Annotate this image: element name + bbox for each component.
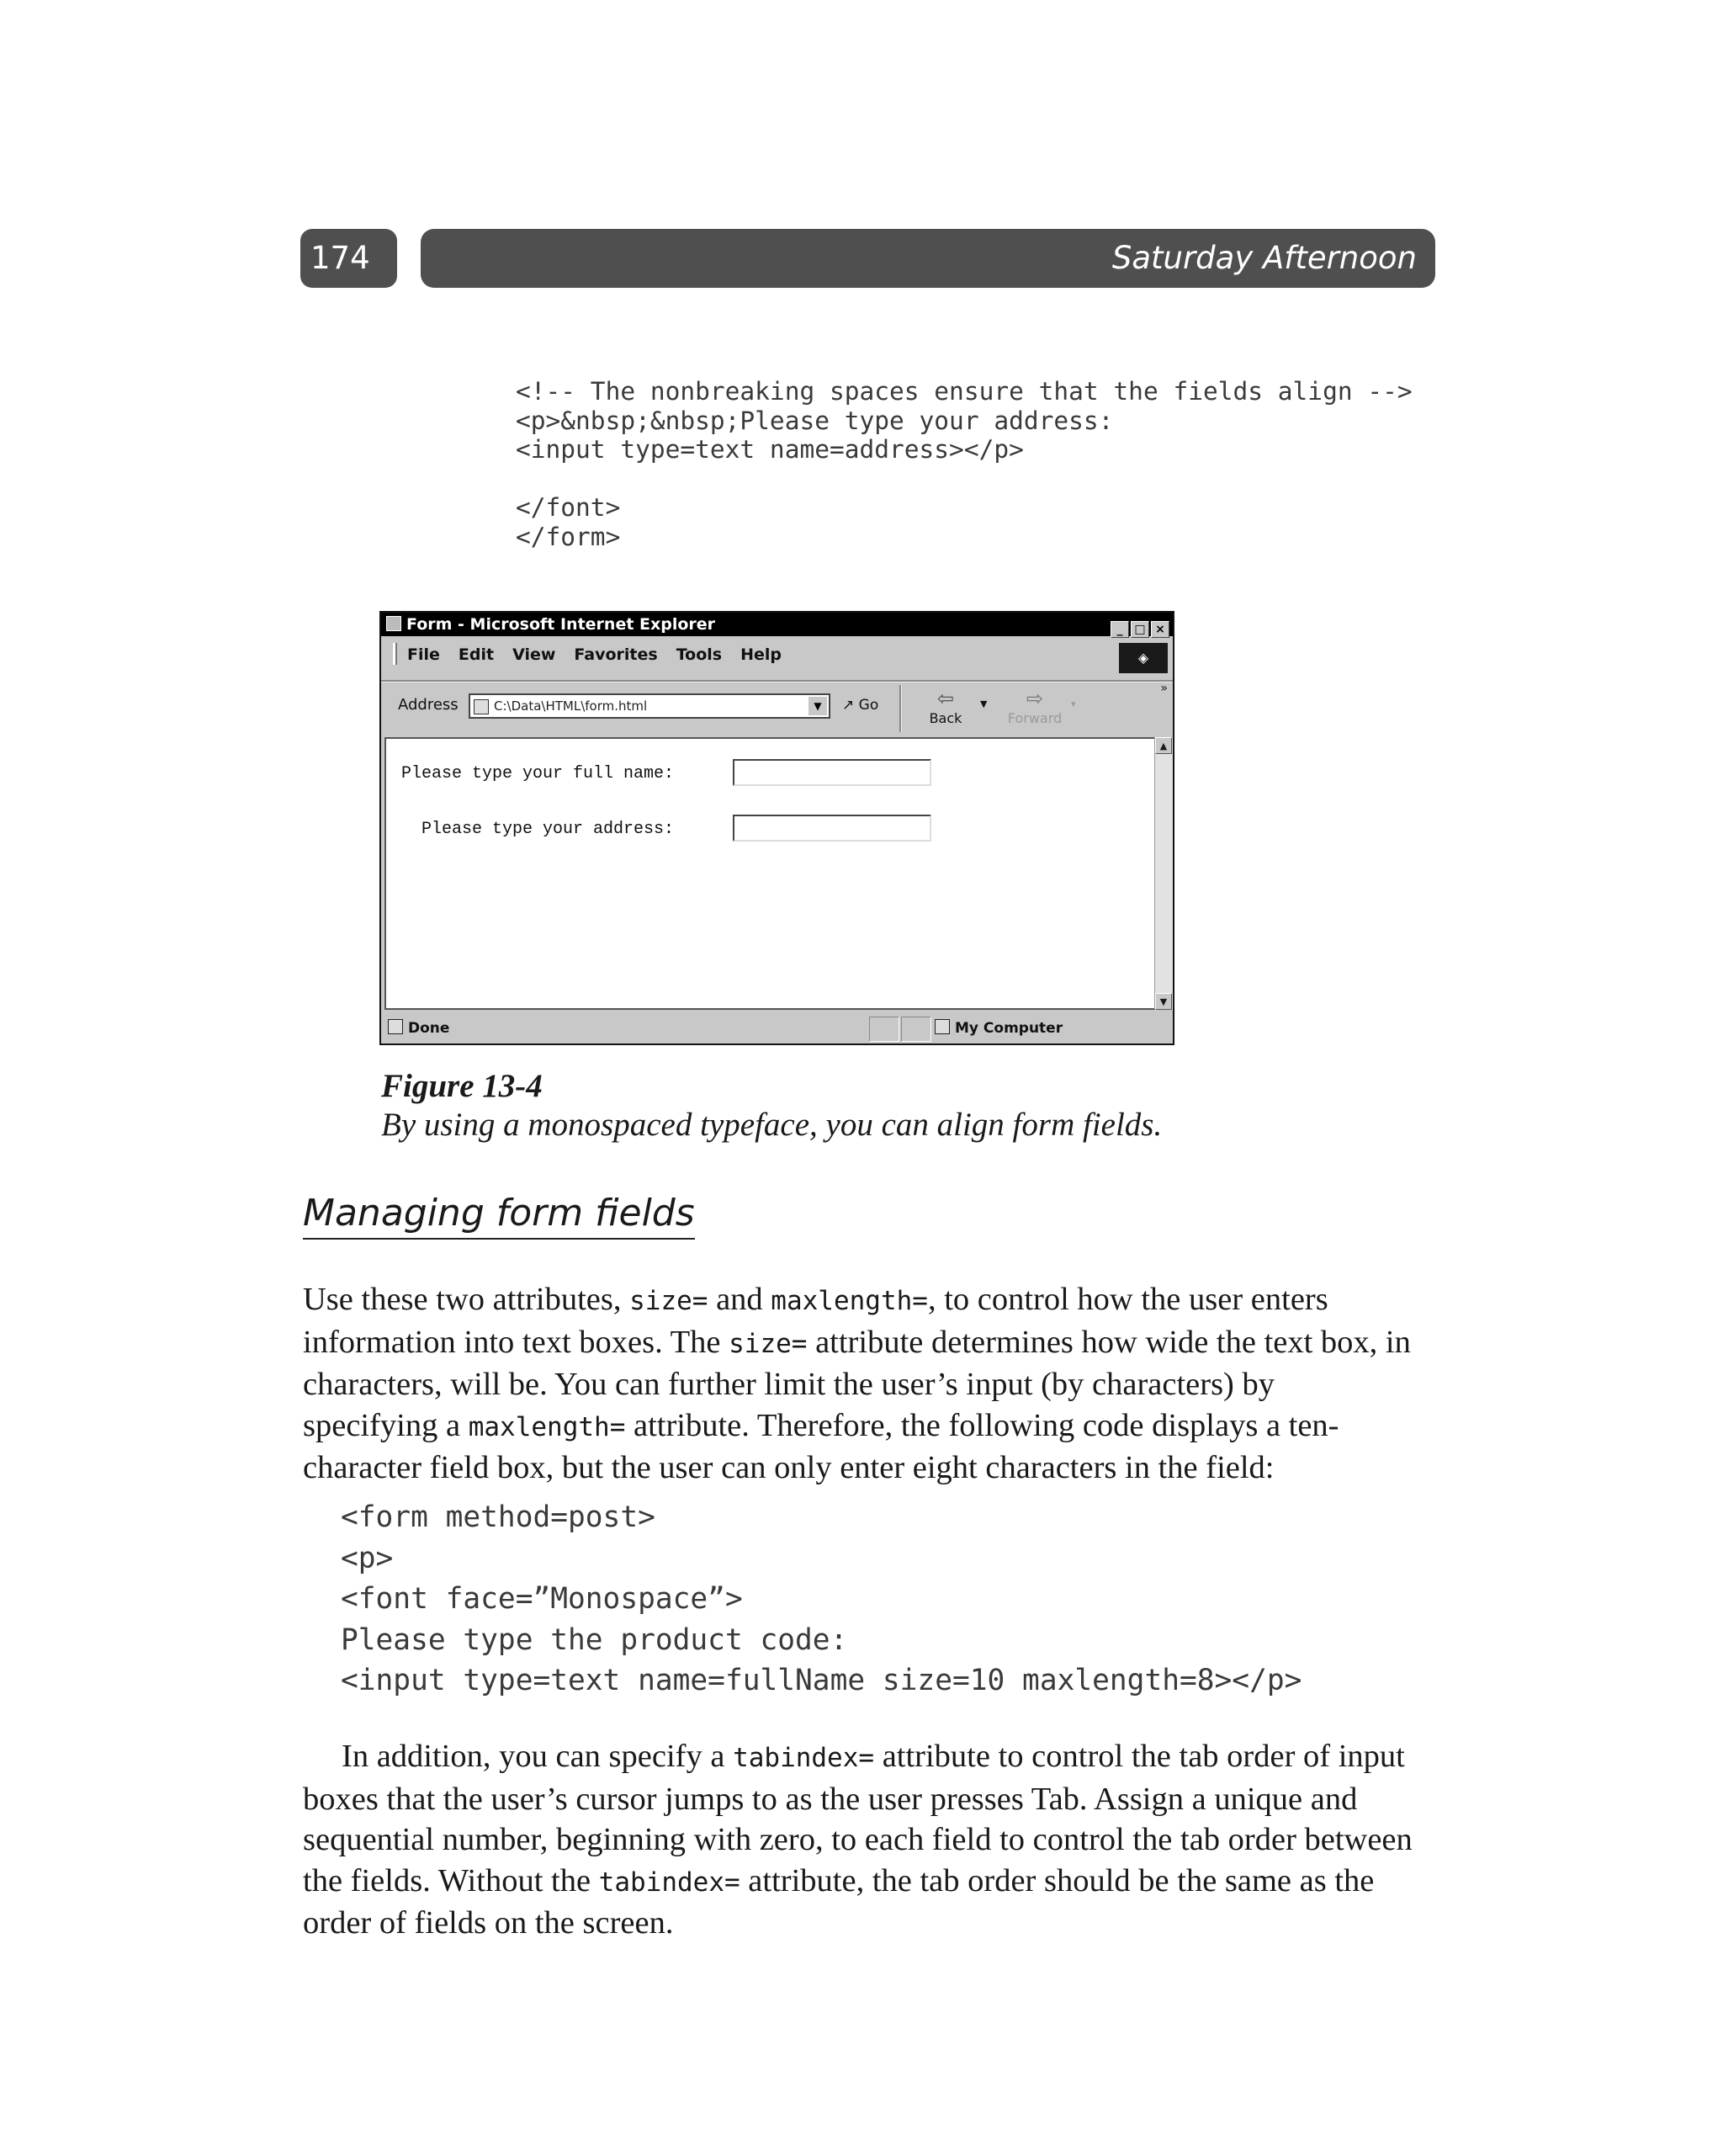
running-header: Saturday Afternoon <box>421 229 1435 288</box>
close-icon[interactable]: × <box>1151 621 1169 638</box>
page-icon <box>474 699 489 714</box>
more-chevron-icon[interactable]: » <box>1160 682 1168 695</box>
windows-logo-icon: ◈ <box>1119 643 1168 673</box>
vertical-scrollbar[interactable] <box>1154 737 1173 1010</box>
back-dropdown-icon[interactable]: ▼ <box>980 698 988 709</box>
status-zone <box>935 1019 1063 1037</box>
paragraph-1 <box>303 1279 1413 1489</box>
menu-help[interactable]: Help <box>740 645 782 664</box>
forward-label: Forward <box>1007 710 1063 726</box>
address-input[interactable] <box>469 693 830 719</box>
ie-status-icon <box>388 1019 403 1034</box>
toolbar-grip <box>393 643 397 665</box>
scroll-up-icon[interactable]: ▲ <box>1155 737 1172 754</box>
section-heading: Managing form fields <box>303 1192 695 1240</box>
zone-label: My Computer <box>955 1020 1063 1037</box>
scroll-down-icon[interactable]: ▼ <box>1155 993 1172 1010</box>
browser-screenshot <box>379 611 1174 1045</box>
status-text <box>388 1019 449 1037</box>
address-value: C:\Data\HTML\form.html <box>494 698 648 714</box>
status-panel <box>869 1017 899 1042</box>
para2-text-2: attribute to control the tab order of input boxes that the user’s cursor jumps to as the user presses Tab. Assign a unique and sequential number, beginning with zero, to each field to control the tab order between the fields. Without the <box>303 1739 1413 1898</box>
code-block-1: <!-- The nonbreaking spaces ensure that the fields align --> <p>&nbsp;&nbsp;Please type your address: <input type=text name=address></p> </font> </form> <box>516 377 1413 551</box>
ie-page-icon <box>386 616 401 631</box>
menu-favorites[interactable]: Favorites <box>574 645 658 664</box>
address-field[interactable] <box>733 815 931 842</box>
form-label-full-name: Please type your full name: <box>401 764 675 783</box>
back-arrow-icon: ⇦ <box>936 687 955 710</box>
forward-dropdown-icon[interactable]: ▾ <box>1071 698 1076 709</box>
full-name-field[interactable] <box>733 759 931 786</box>
maximize-icon[interactable]: □ <box>1131 621 1149 638</box>
inline-code: maxlength= <box>771 1286 928 1316</box>
go-arrow-icon: ↗ <box>842 697 855 714</box>
page-content <box>384 737 1154 1010</box>
para1-text-1: Use these two attributes, <box>303 1282 630 1317</box>
para1-text-5: attribute. Therefore, the following code displays a ten-character field box, but the user can only enter eight characters in the field: <box>303 1407 1339 1486</box>
forward-button[interactable] <box>1005 687 1076 726</box>
back-label: Back <box>929 710 962 726</box>
menu-file[interactable]: File <box>407 645 440 664</box>
para1-text-2: and <box>708 1282 771 1317</box>
address-label: Address <box>398 696 459 714</box>
inline-code: size= <box>629 1286 708 1316</box>
address-dropdown-icon[interactable]: ▼ <box>808 697 827 715</box>
status-done: Done <box>408 1020 450 1037</box>
form-label-address: Please type your address: <box>401 820 675 839</box>
menu-bar <box>393 643 800 665</box>
go-button[interactable] <box>842 697 878 714</box>
code-block-2: <form method=post> <p> <font face=”Monospace”> Please type the product code: <input type=text name=fullName size=10 maxlength=8></p> <box>341 1500 1302 1698</box>
toolbar-divider <box>381 680 1173 682</box>
paragraph-2 <box>303 1736 1413 1944</box>
inline-code: maxlength= <box>468 1411 626 1442</box>
computer-icon <box>935 1019 950 1034</box>
menu-edit[interactable]: Edit <box>458 645 495 664</box>
go-label: Go <box>858 697 879 714</box>
menu-view[interactable]: View <box>512 645 556 664</box>
browser-titlebar <box>381 613 1173 636</box>
figure-caption: By using a monospaced typeface, you can align form fields. <box>381 1107 1163 1143</box>
inline-code: tabindex= <box>598 1867 740 1898</box>
para2-text-1: In addition, you can specify a <box>342 1739 734 1774</box>
status-panel <box>901 1017 931 1042</box>
back-button[interactable] <box>916 687 988 726</box>
inline-code: tabindex= <box>733 1743 875 1773</box>
para1-text-4: attribute determines how wide the text box, in characters, will be. You can further limit the user’s input (by characters) by specifying a <box>303 1324 1411 1443</box>
para1-text-3: , to control how the user enters information into text boxes. The <box>303 1282 1328 1360</box>
figure-label: Figure 13-4 <box>381 1068 543 1104</box>
inline-code: size= <box>729 1328 808 1359</box>
page-number: 174 <box>300 229 397 288</box>
minimize-icon[interactable]: _ <box>1111 621 1129 638</box>
para2-text-3: attribute, the tab order should be the same as the order of fields on the screen. <box>303 1862 1375 1941</box>
browser-title: Form - Microsoft Internet Explorer <box>406 615 716 634</box>
menu-tools[interactable]: Tools <box>676 645 723 664</box>
toolbar-separator <box>899 685 902 732</box>
status-bar <box>381 1012 1173 1045</box>
forward-arrow-icon: ⇨ <box>1026 687 1044 710</box>
